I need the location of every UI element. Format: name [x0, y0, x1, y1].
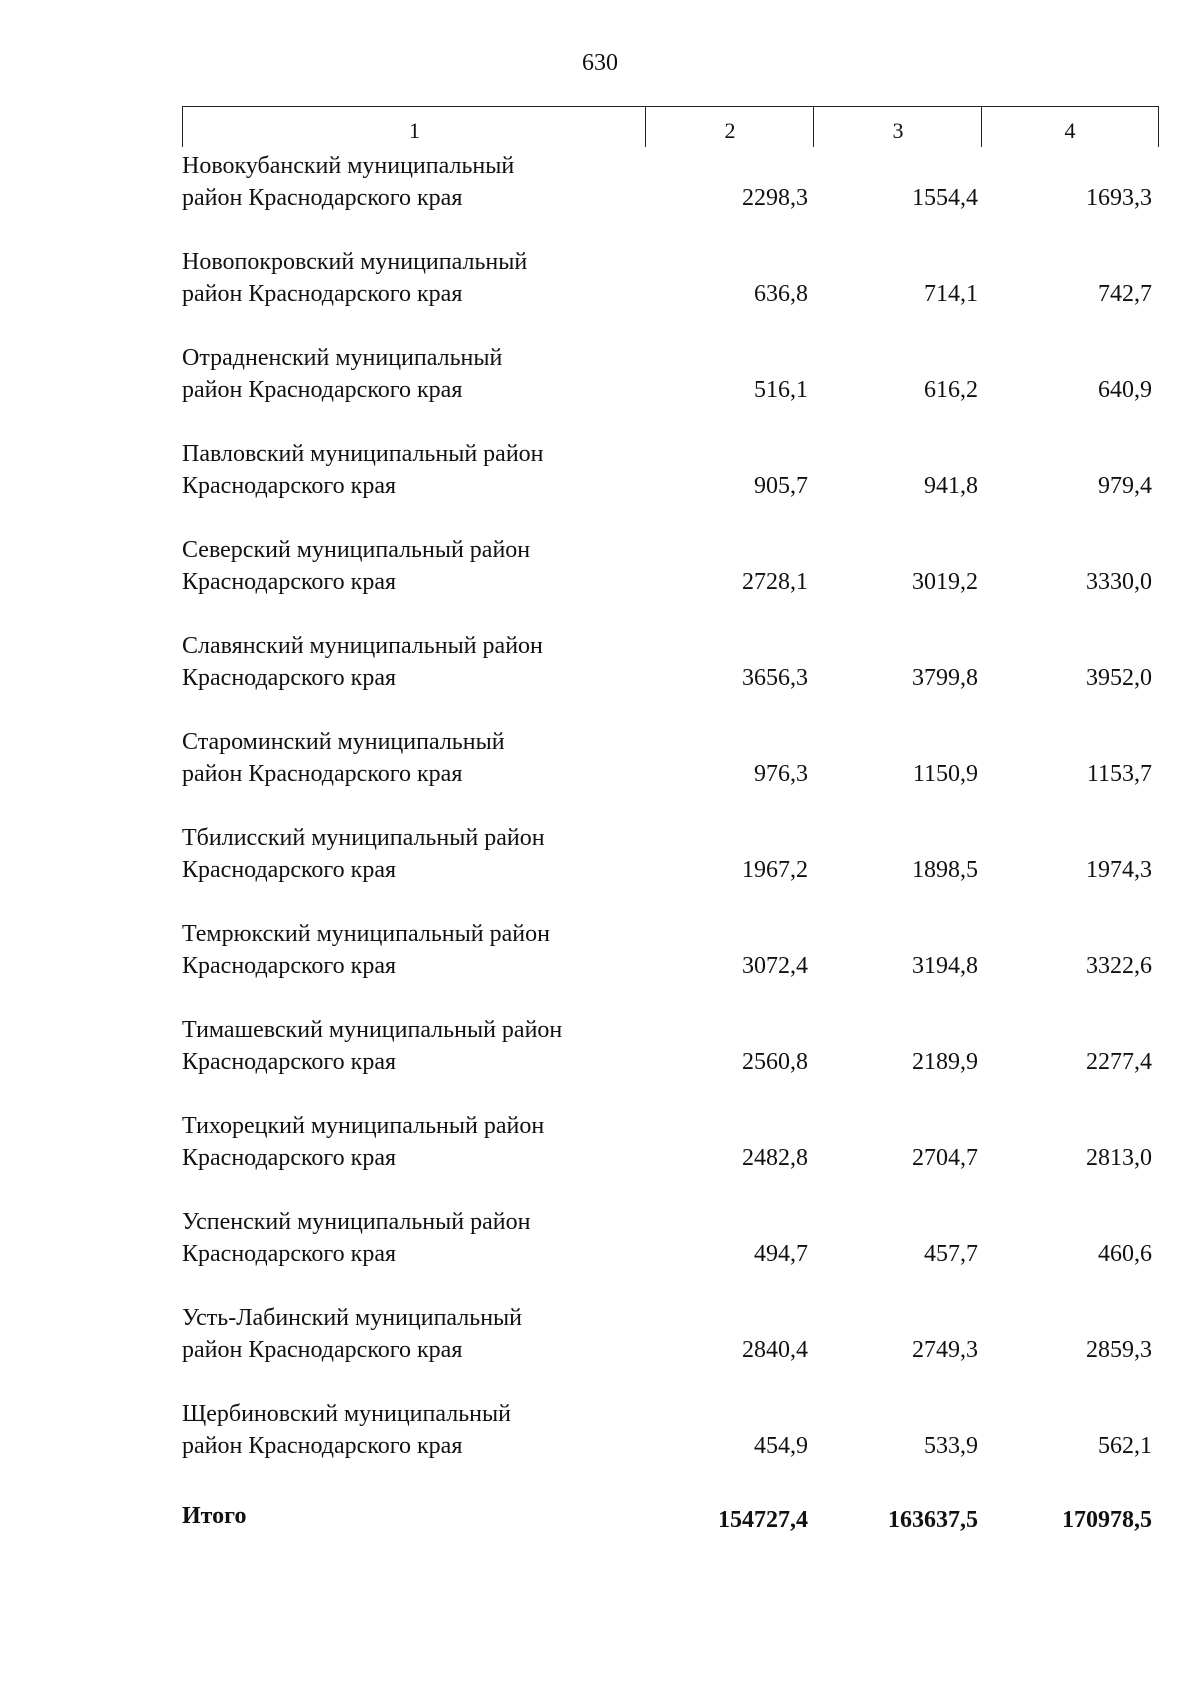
district-name-line-1: Усть-Лабинский муниципальный	[182, 1305, 523, 1331]
district-name-line-2: Краснодарского края	[182, 1145, 397, 1171]
value-col-4: 2277,4	[1086, 1049, 1152, 1075]
value-col-3: 3194,8	[912, 953, 978, 979]
district-name-line-2: Краснодарского края	[182, 569, 397, 595]
total-col-3: 163637,5	[888, 1507, 978, 1533]
total-col-2: 154727,4	[718, 1507, 808, 1533]
value-col-2: 905,7	[754, 473, 808, 499]
value-col-3: 2749,3	[912, 1337, 978, 1363]
district-name-line-2: район Краснодарского края	[182, 377, 463, 403]
district-name-line-1: Успенский муниципальный район	[182, 1209, 531, 1235]
table-row	[0, 1110, 1200, 1206]
district-name-line-1: Новопокровский муниципальный	[182, 249, 528, 275]
value-col-3: 2704,7	[912, 1145, 978, 1171]
value-col-2: 976,3	[754, 761, 808, 787]
table-row	[0, 246, 1200, 342]
table-row	[0, 918, 1200, 1014]
value-col-4: 2859,3	[1086, 1337, 1152, 1363]
value-col-2: 2560,8	[742, 1049, 808, 1075]
page-number: 630	[582, 50, 618, 76]
table-row	[0, 438, 1200, 534]
district-name	[182, 150, 642, 214]
value-col-4: 3322,6	[1086, 953, 1152, 979]
value-col-3: 1898,5	[912, 857, 978, 883]
value-col-3: 533,9	[924, 1433, 978, 1459]
value-col-4: 460,6	[1098, 1241, 1152, 1267]
district-name	[182, 918, 642, 982]
value-col-3: 941,8	[924, 473, 978, 499]
table-header	[182, 106, 1159, 150]
district-name-line-2: район Краснодарского края	[182, 761, 463, 787]
district-name-line-2: Краснодарского края	[182, 665, 397, 691]
table-row	[0, 342, 1200, 438]
table-row	[0, 726, 1200, 822]
table-row	[0, 822, 1200, 918]
value-col-3: 2189,9	[912, 1049, 978, 1075]
district-name	[182, 534, 642, 598]
district-name-line-1: Отрадненский муниципальный	[182, 345, 503, 371]
district-name	[182, 438, 642, 502]
table-row	[0, 1206, 1200, 1302]
total-col-4: 170978,5	[1062, 1507, 1152, 1533]
district-name	[182, 1398, 642, 1462]
district-name-line-2: район Краснодарского края	[182, 281, 463, 307]
header-col-3: 3	[813, 106, 982, 147]
value-col-2: 2298,3	[742, 185, 808, 211]
value-col-4: 3952,0	[1086, 665, 1152, 691]
table-row	[0, 1014, 1200, 1110]
district-name-line-1: Тихорецкий муниципальный район	[182, 1113, 545, 1139]
value-col-4: 979,4	[1098, 473, 1152, 499]
value-col-2: 3656,3	[742, 665, 808, 691]
district-name-line-2: Краснодарского края	[182, 953, 397, 979]
value-col-3: 3019,2	[912, 569, 978, 595]
district-name	[182, 726, 642, 790]
district-name	[182, 246, 642, 310]
value-col-2: 2840,4	[742, 1337, 808, 1363]
district-name	[182, 342, 642, 406]
value-col-4: 562,1	[1098, 1433, 1152, 1459]
value-col-4: 742,7	[1098, 281, 1152, 307]
district-name-line-2: Краснодарского края	[182, 1049, 397, 1075]
value-col-4: 3330,0	[1086, 569, 1152, 595]
district-name-line-2: Краснодарского края	[182, 473, 397, 499]
value-col-3: 616,2	[924, 377, 978, 403]
value-col-4: 640,9	[1098, 377, 1152, 403]
table-row	[0, 1398, 1200, 1494]
table-row	[0, 150, 1200, 246]
district-name-line-1: Павловский муниципальный район	[182, 441, 544, 467]
total-row	[0, 1500, 1200, 1540]
district-name	[182, 1206, 642, 1270]
header-col-4: 4	[981, 106, 1159, 147]
district-name-line-2: район Краснодарского края	[182, 1337, 463, 1363]
value-col-2: 636,8	[754, 281, 808, 307]
value-col-3: 457,7	[924, 1241, 978, 1267]
value-col-4: 1693,3	[1086, 185, 1152, 211]
table-row	[0, 1302, 1200, 1398]
header-col-1: 1	[182, 106, 646, 147]
value-col-4: 1153,7	[1086, 761, 1152, 787]
district-name-line-1: Темрюкский муниципальный район	[182, 921, 550, 947]
district-name	[182, 1014, 642, 1078]
district-name-line-1: Щербиновский муниципальный	[182, 1401, 511, 1427]
value-col-2: 2482,8	[742, 1145, 808, 1171]
district-name	[182, 630, 642, 694]
district-name-line-2: Краснодарского края	[182, 857, 397, 883]
value-col-2: 454,9	[754, 1433, 808, 1459]
district-name	[182, 1110, 642, 1174]
value-col-2: 516,1	[754, 377, 808, 403]
district-name	[182, 1302, 642, 1366]
value-col-2: 494,7	[754, 1241, 808, 1267]
value-col-4: 2813,0	[1086, 1145, 1152, 1171]
value-col-2: 3072,4	[742, 953, 808, 979]
value-col-3: 714,1	[924, 281, 978, 307]
district-name-line-1: Славянский муниципальный район	[182, 633, 543, 659]
value-col-2: 1967,2	[742, 857, 808, 883]
value-col-3: 1554,4	[912, 185, 978, 211]
value-col-4: 1974,3	[1086, 857, 1152, 883]
district-name-line-1: Новокубанский муниципальный	[182, 153, 515, 179]
table-body	[0, 150, 1200, 1494]
district-name-line-1: Тимашевский муниципальный район	[182, 1017, 563, 1043]
header-col-2: 2	[645, 106, 814, 147]
value-col-2: 2728,1	[742, 569, 808, 595]
district-name	[182, 822, 642, 886]
district-name-line-2: район Краснодарского края	[182, 185, 463, 211]
value-col-3: 1150,9	[912, 761, 978, 787]
table-row	[0, 630, 1200, 726]
district-name-line-2: Краснодарского края	[182, 1241, 397, 1267]
total-label: Итого	[182, 1503, 247, 1529]
district-name-line-1: Тбилисский муниципальный район	[182, 825, 545, 851]
table-row	[0, 534, 1200, 630]
district-name-line-1: Северский муниципальный район	[182, 537, 531, 563]
district-name-line-2: район Краснодарского края	[182, 1433, 463, 1459]
district-name-line-1: Староминский муниципальный	[182, 729, 505, 755]
value-col-3: 3799,8	[912, 665, 978, 691]
